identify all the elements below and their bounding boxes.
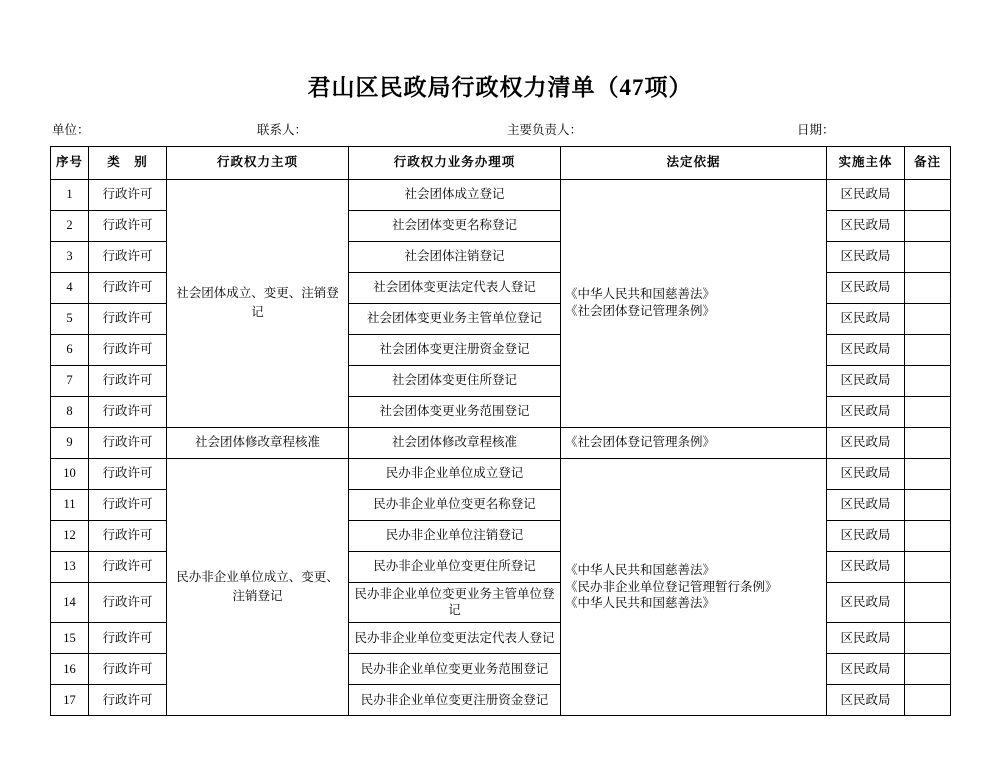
- cell-category: 行政许可: [89, 272, 167, 303]
- legal-basis-line: 《民办非企业单位登记管理暂行条例》: [565, 579, 778, 594]
- cell-remark: [905, 427, 951, 458]
- cell-remark: [905, 210, 951, 241]
- cell-no: 15: [51, 623, 89, 654]
- cell-no: 11: [51, 489, 89, 520]
- cell-remark: [905, 179, 951, 210]
- cell-remark: [905, 582, 951, 623]
- cell-main-item: 社会团体成立、变更、注销登记: [167, 179, 349, 427]
- legal-basis-line: 《社会团体登记管理条例》: [565, 435, 716, 450]
- cell-category: 行政许可: [89, 427, 167, 458]
- cell-category: 行政许可: [89, 241, 167, 272]
- cell-business-item: 民办非企业单位注销登记: [349, 520, 561, 551]
- cell-business-item: 社会团体注销登记: [349, 241, 561, 272]
- header-category: 类 别: [89, 146, 167, 179]
- cell-no: 6: [51, 334, 89, 365]
- cell-remark: [905, 654, 951, 685]
- cell-org: 区民政局: [827, 334, 905, 365]
- cell-org: 区民政局: [827, 520, 905, 551]
- cell-category: 行政许可: [89, 582, 167, 623]
- header-no: 序号: [51, 146, 89, 179]
- cell-business-item: 社会团体变更名称登记: [349, 210, 561, 241]
- cell-no: 7: [51, 365, 89, 396]
- cell-main-item: 社会团体修改章程核准: [167, 427, 349, 458]
- cell-org: 区民政局: [827, 551, 905, 582]
- cell-remark: [905, 458, 951, 489]
- cell-org: 区民政局: [827, 396, 905, 427]
- cell-no: 2: [51, 210, 89, 241]
- cell-no: 13: [51, 551, 89, 582]
- cell-category: 行政许可: [89, 520, 167, 551]
- cell-org: 区民政局: [827, 654, 905, 685]
- cell-remark: [905, 241, 951, 272]
- cell-business-item: 社会团体变更注册资金登记: [349, 334, 561, 365]
- header-main-item: 行政权力主项: [167, 146, 349, 179]
- meta-row: [50, 120, 950, 138]
- meta-contact-label: 联系人：: [257, 122, 308, 137]
- header-org: 实施主体: [827, 146, 905, 179]
- cell-category: 行政许可: [89, 623, 167, 654]
- cell-remark: [905, 365, 951, 396]
- cell-org: 区民政局: [827, 623, 905, 654]
- cell-business-item: 社会团体变更业务范围登记: [349, 396, 561, 427]
- cell-org: 区民政局: [827, 303, 905, 334]
- cell-category: 行政许可: [89, 489, 167, 520]
- cell-org: 区民政局: [827, 685, 905, 716]
- page-title: 君山区民政局行政权力清单（47项）: [307, 75, 693, 100]
- meta-leader-label: 主要负责人：: [507, 122, 583, 137]
- table-row: [51, 427, 951, 458]
- table-row: [51, 458, 951, 489]
- legal-basis-line: 《中华人民共和国慈善法》: [565, 287, 716, 302]
- cell-remark: [905, 685, 951, 716]
- cell-business-item: 社会团体变更法定代表人登记: [349, 272, 561, 303]
- cell-business-item: 社会团体成立登记: [349, 179, 561, 210]
- cell-no: 1: [51, 179, 89, 210]
- cell-no: 17: [51, 685, 89, 716]
- cell-legal-basis: [561, 179, 827, 427]
- cell-legal-basis: [561, 458, 827, 716]
- cell-remark: [905, 489, 951, 520]
- cell-no: 9: [51, 427, 89, 458]
- cell-org: 区民政局: [827, 179, 905, 210]
- cell-no: 14: [51, 582, 89, 623]
- cell-org: 区民政局: [827, 458, 905, 489]
- cell-category: 行政许可: [89, 551, 167, 582]
- cell-category: 行政许可: [89, 458, 167, 489]
- cell-remark: [905, 303, 951, 334]
- cell-org: 区民政局: [827, 365, 905, 396]
- cell-category: 行政许可: [89, 654, 167, 685]
- cell-category: 行政许可: [89, 685, 167, 716]
- cell-business-item: 民办非企业单位变更业务范围登记: [349, 654, 561, 685]
- cell-business-item: 民办非企业单位变更注册资金登记: [349, 685, 561, 716]
- cell-business-item: 社会团体修改章程核准: [349, 427, 561, 458]
- header-business-item: 行政权力业务办理项: [349, 146, 561, 179]
- cell-business-item: 民办非企业单位变更住所登记: [349, 551, 561, 582]
- cell-category: 行政许可: [89, 334, 167, 365]
- cell-no: 12: [51, 520, 89, 551]
- table-body: [51, 179, 951, 716]
- table-header-row: [51, 146, 951, 179]
- cell-no: 5: [51, 303, 89, 334]
- cell-org: 区民政局: [827, 241, 905, 272]
- cell-category: 行政许可: [89, 303, 167, 334]
- cell-org: 区民政局: [827, 210, 905, 241]
- cell-main-item: 民办非企业单位成立、变更、注销登记: [167, 458, 349, 716]
- cell-remark: [905, 334, 951, 365]
- cell-business-item: 民办非企业单位成立登记: [349, 458, 561, 489]
- cell-remark: [905, 623, 951, 654]
- cell-remark: [905, 396, 951, 427]
- legal-basis-line: 《中华人民共和国慈善法》: [565, 596, 716, 611]
- cell-business-item: 社会团体变更业务主管单位登记: [349, 303, 561, 334]
- power-list-table: [50, 146, 951, 717]
- cell-category: 行政许可: [89, 210, 167, 241]
- cell-business-item: 民办非企业单位变更法定代表人登记: [349, 623, 561, 654]
- document-page: [0, 74, 1000, 780]
- meta-date-label: 日期：: [797, 122, 835, 137]
- cell-business-item: 社会团体变更住所登记: [349, 365, 561, 396]
- cell-remark: [905, 272, 951, 303]
- cell-org: 区民政局: [827, 489, 905, 520]
- cell-org: 区民政局: [827, 272, 905, 303]
- cell-business-item: 民办非企业单位变更名称登记: [349, 489, 561, 520]
- legal-basis-line: 《中华人民共和国慈善法》: [565, 562, 716, 577]
- header-remark: 备注: [905, 146, 951, 179]
- cell-category: 行政许可: [89, 365, 167, 396]
- cell-no: 4: [51, 272, 89, 303]
- cell-org: 区民政局: [827, 427, 905, 458]
- table-row: [51, 179, 951, 210]
- cell-business-item: 民办非企业单位变更业务主管单位登记: [349, 582, 561, 623]
- cell-category: 行政许可: [89, 179, 167, 210]
- cell-no: 8: [51, 396, 89, 427]
- cell-no: 10: [51, 458, 89, 489]
- cell-remark: [905, 551, 951, 582]
- cell-no: 16: [51, 654, 89, 685]
- cell-org: 区民政局: [827, 582, 905, 623]
- cell-remark: [905, 520, 951, 551]
- meta-unit-label: 单位：: [52, 122, 90, 137]
- cell-category: 行政许可: [89, 396, 167, 427]
- cell-no: 3: [51, 241, 89, 272]
- header-legal-basis: 法定依据: [561, 146, 827, 179]
- cell-legal-basis: [561, 427, 827, 458]
- legal-basis-line: 《社会团体登记管理条例》: [565, 304, 716, 319]
